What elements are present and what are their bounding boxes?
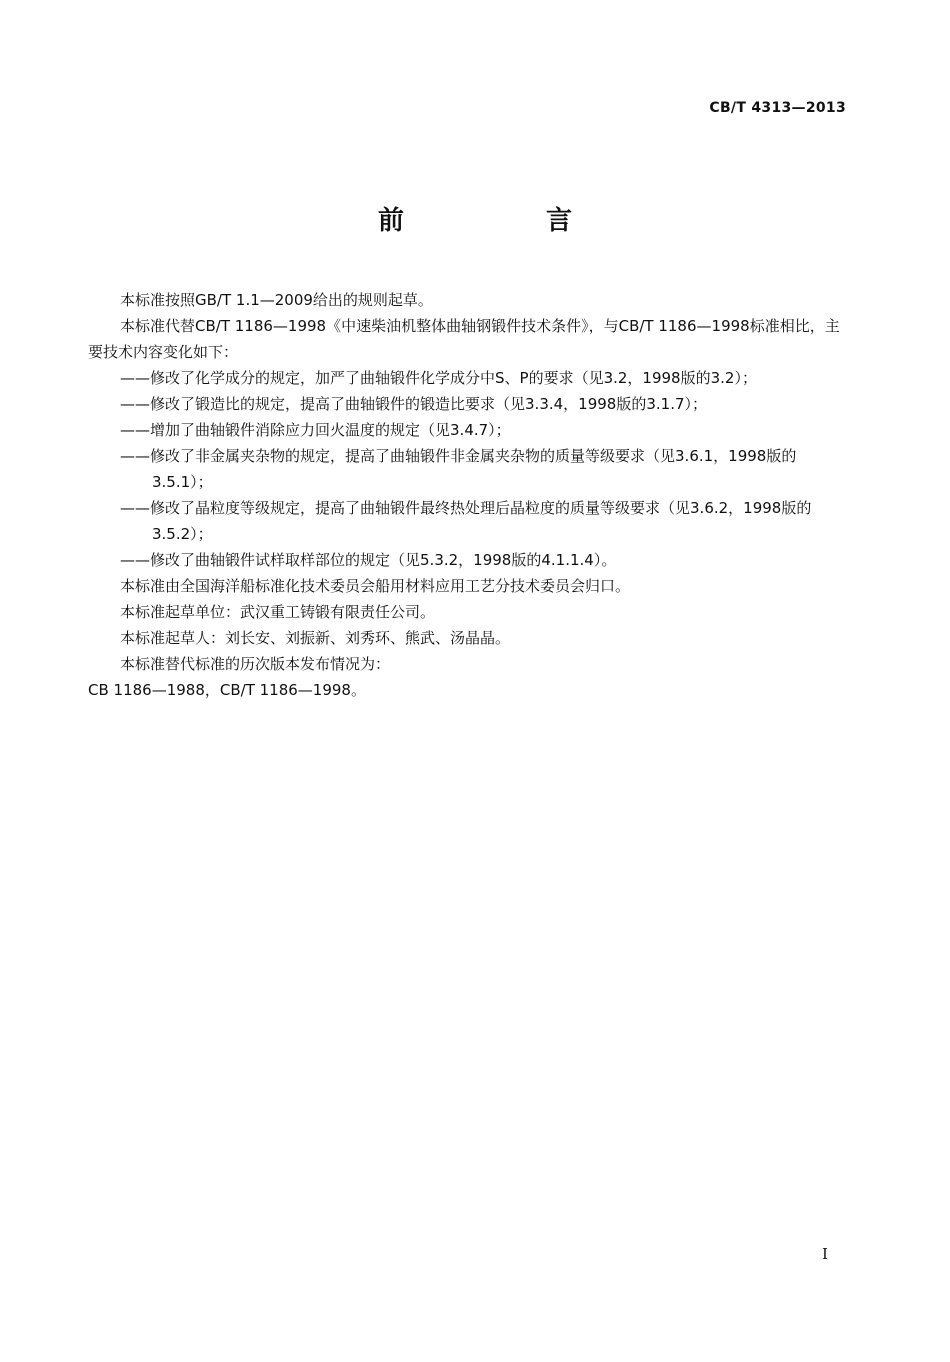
paragraph-drafting-unit: 本标准起草单位：武汉重工铸锻有限责任公司。 [120,603,436,621]
paragraph-history-intro: 本标准替代标准的历次版本发布情况为： [120,655,391,673]
paragraph-drafting-rules: 本标准按照GB/T 1.1—2009给出的规则起草。 [120,291,433,309]
foreword-body [88,287,848,703]
change-item-tempering: ——增加了曲轴锻件消除应力回火温度的规定（见3.4.7）； [120,421,511,439]
change-item-forging-ratio: ——修改了锻造比的规定，提高了曲轴锻件的锻造比要求（见3.3.4，1998版的3.1.7）； [120,395,708,413]
paragraph-committee: 本标准由全国海洋船标准化技术委员会船用材料应用工艺分技术委员会归口。 [120,577,631,595]
change-item-inclusions: ——修改了非金属夹杂物的规定，提高了曲轴锻件非金属夹杂物的质量等级要求（见3.6.1，1998版的3.5.1）； [120,447,797,491]
change-item-grain-size: ——修改了晶粒度等级规定，提高了曲轴锻件最终热处理后晶粒度的质量等级要求（见3.6.2，1998版的3.5.2）； [120,499,812,543]
standard-code: CB/T 4313—2013 [709,100,846,116]
page-title: 前 言 [377,206,630,236]
paragraph-history-versions: CB 1186—1988，CB/T 1186—1998。 [88,681,366,699]
change-item-sampling: ——修改了曲轴锻件试样取样部位的规定（见5.3.2，1998版的4.1.1.4）。 [120,551,617,569]
paragraph-drafters: 本标准起草人：刘长安、刘振新、刘秀环、熊武、汤晶晶。 [120,629,511,647]
change-item-chemical: ——修改了化学成分的规定，加严了曲轴锻件化学成分中S、P的要求（见3.2，1998版的3.2）； [120,369,757,387]
page-number: I [822,1245,828,1263]
paragraph-replacement: 本标准代替CB/T 1186—1998《中速柴油机整体曲轴钢锻件技术条件》，与CB/T 1186—1998标准相比，主要技术内容变化如下： [88,317,840,361]
